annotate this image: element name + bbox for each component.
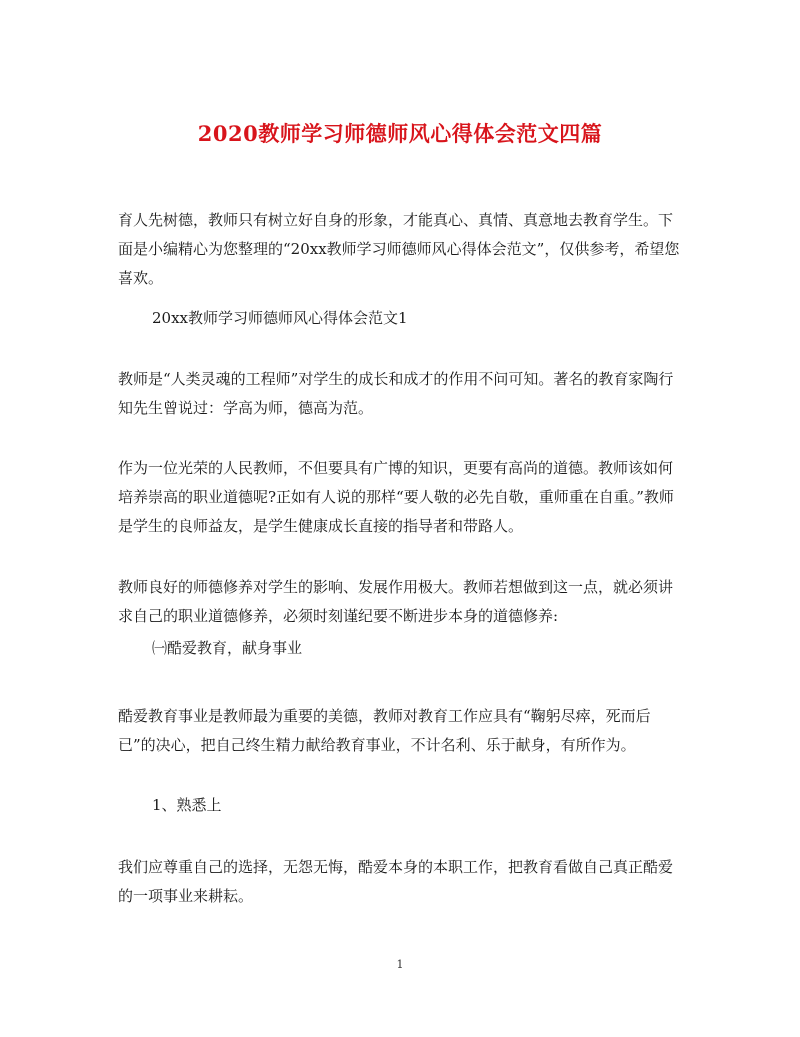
sub-heading-familiarity: 1、熟悉上	[152, 796, 222, 814]
paragraph-respect-choice: 我们应尊重自己的选择，无怨无悔，酷爱本身的本职工作，把教育看做自己真正酷爱的一项事业来耕耘。	[118, 858, 674, 905]
paragraph-teacher-role: 教师是“人类灵魂的工程师”对学生的成长和成才的作用不问可知。著名的教育家陶行知先生曾说过：学高为师，德高为范。	[118, 370, 674, 417]
paragraph-love-education: 酷爱教育事业是教师最为重要的美德，教师对教育工作应具有“鞠躬尽瘁，死而后已”的决心，把自己终生精力献给教育事业，不计名利、乐于献身，有所作为。	[118, 707, 651, 754]
paragraph-morality: 作为一位光荣的人民教师，不但要具有广博的知识，更要有高尚的道德。教师该如何培养崇高的职业道德呢?正如有人说的那样“要人敬的必先自敬，重师重在自重。”教师是学生的良师益友，是学生健康成长直接的指导者和带路人。	[118, 459, 674, 535]
section-heading-1: 20xx教师学习师德师风心得体会范文1	[152, 309, 408, 327]
paragraph-cultivation: 教师良好的师德修养对学生的影响、发展作用极大。教师若想做到这一点，就必须讲求自己的职业道德修养，必须时刻谨纪要不断进步本身的道德修养:	[118, 578, 674, 625]
sub-heading-love-education: ㈠酷爱教育，献身事业	[152, 639, 303, 657]
page-number: 1	[396, 958, 404, 971]
document-title: 2020教师学习师德师风心得体会范文四篇	[197, 121, 603, 146]
paragraph-intro: 育人先树德，教师只有树立好自身的形象，才能真心、真情、真意地去教育学生。下面是小编精心为您整理的“20xx教师学习师德师风心得体会范文”，仅供参考，希望您喜欢。	[118, 211, 680, 287]
